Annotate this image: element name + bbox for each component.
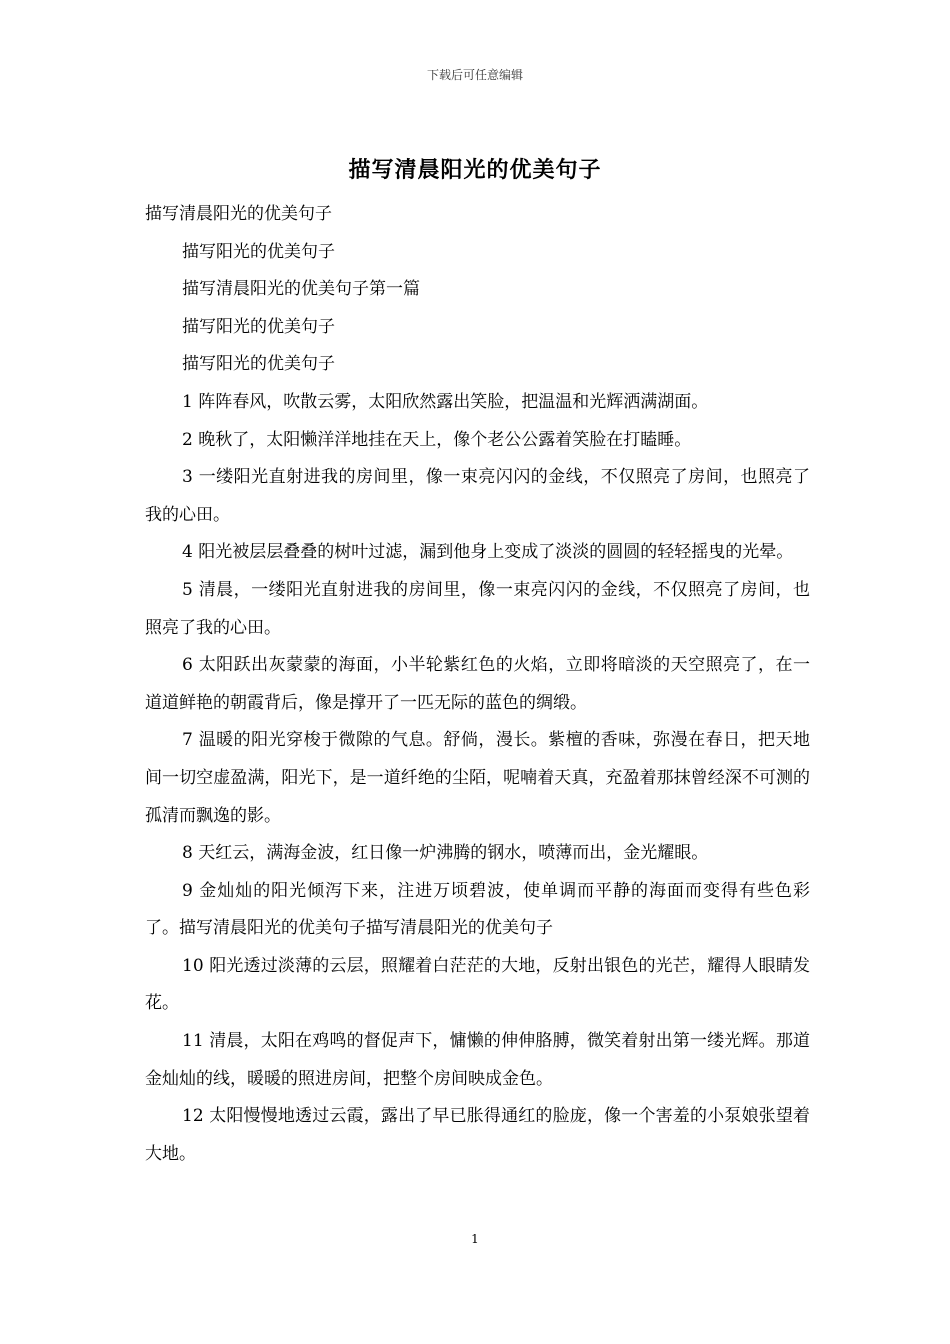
paragraph: 3 一缕阳光直射进我的房间里，像一束亮闪闪的金线，不仅照亮了房间，也照亮了我的心田。 bbox=[145, 467, 810, 525]
document-title: 描写清晨阳光的优美句子 bbox=[348, 158, 602, 183]
paragraph: 6 太阳跃出灰蒙蒙的海面，小半轮紫红色的火焰，立即将暗淡的天空照亮了，在一道道鲜艳的朝霞背后，像是撑开了一匹无际的蓝色的绸缎。 bbox=[145, 655, 810, 713]
paragraph: 2 晚秋了，太阳懒洋洋地挂在天上，像个老公公露着笑脸在打瞌睡。 bbox=[182, 429, 692, 450]
paragraph: 7 温暖的阳光穿梭于微隙的气息。舒倘，漫长。紫檀的香味，弥漫在春日，把天地间一切空虚盈满，阳光下，是一道纤绝的尘陌，呢喃着天真，充盈着那抹曾经深不可测的孤清而飘逸的影。 bbox=[145, 730, 810, 826]
paragraph: 10 阳光透过淡薄的云层，照耀着白茫茫的大地，反射出银色的光芒，耀得人眼睛发花。 bbox=[145, 955, 810, 1014]
page-number: 1 bbox=[471, 1232, 479, 1246]
paragraph: 11 清晨，太阳在鸡鸣的督促声下，慵懒的伸伸胳膊，微笑着射出第一缕光辉。那道金灿灿的线，暖暖的照进房间，把整个房间映成金色。 bbox=[145, 1031, 810, 1089]
paragraph: 描写阳光的优美句子 bbox=[182, 241, 335, 262]
paragraph: 12 太阳慢慢地透过云霞，露出了早已胀得通红的脸庞，像一个害羞的小泵娘张望着大地。 bbox=[145, 1106, 810, 1164]
document-body bbox=[145, 196, 810, 1173]
paragraph: 描写清晨阳光的优美句子第一篇 bbox=[182, 279, 420, 300]
paragraph: 8 天红云，满海金波，红日像一炉沸腾的钢水，喷薄而出，金光耀眼。 bbox=[182, 843, 709, 864]
header-note: 下载后可任意编辑 bbox=[426, 68, 523, 82]
paragraph: 描写阳光的优美句子 bbox=[182, 316, 335, 337]
paragraph: 5 清晨，一缕阳光直射进我的房间里，像一束亮闪闪的金线，不仅照亮了房间，也照亮了我的心田。 bbox=[145, 579, 810, 638]
paragraph: 1 阵阵春风，吹散云雾，太阳欣然露出笑脸，把温温和光辉洒满湖面。 bbox=[182, 391, 709, 412]
paragraph: 描写清晨阳光的优美句子 bbox=[145, 204, 332, 224]
paragraph: 4 阳光被层层叠叠的树叶过滤，漏到他身上变成了淡淡的圆圆的轻轻摇曳的光晕。 bbox=[182, 542, 794, 563]
paragraph: 描写阳光的优美句子 bbox=[182, 354, 335, 375]
paragraph: 9 金灿灿的阳光倾泻下来，注进万顷碧波，使单调而平静的海面而变得有些色彩了。描写清晨阳光的优美句子描写清晨阳光的优美句子 bbox=[145, 880, 810, 939]
